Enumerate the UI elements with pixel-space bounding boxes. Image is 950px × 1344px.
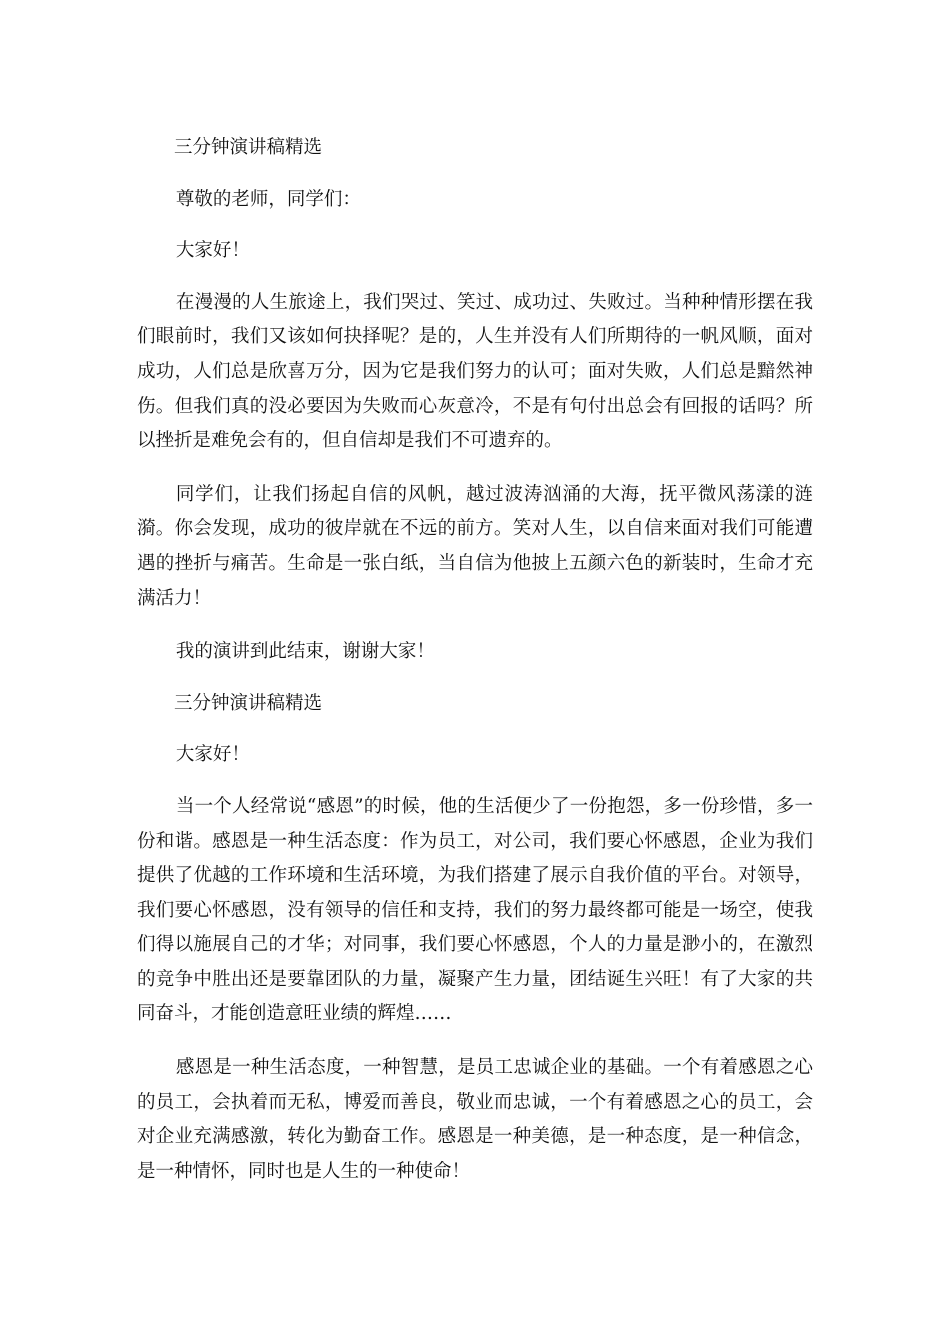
body-paragraph: 同学们，让我们扬起自信的风帆，越过波涛汹涌的大海，抚平微风荡漾的涟漪。你会发现，成功的彼岸就在不远的前方。笑对人生，以自信来面对我们可能遭遇的挫折与痛苦。生命是一张白纸，当自信为他披上五颜六色的新装时，生命才充满活力！ [137, 483, 813, 609]
body-paragraph: 当一个人经常说“感恩”的时候，他的生活便少了一份抱怨，多一份珍惜，多一份和谐。感恩是一种生活态度：作为员工，对公司，我们要心怀感恩，企业为我们提供了优越的工作环境和生活环境，为我们搭建了展示自我价值的平台。对领导，我们要心怀感恩，没有领导的信任和支持，我们的努力最终都可能是一场空，使我们得以施展自己的才华；对同事，我们要心怀感恩，个人的力量是渺小的，在激烈的竞争中胜出还是要靠团队的力量，凝聚产生力量，团结诞生兴旺！有了大家的共同奋斗，才能创造意旺业绩的辉煌…… [137, 795, 813, 1025]
document-page [137, 131, 813, 1189]
body-paragraph: 在漫漫的人生旅途上，我们哭过、笑过、成功过、失败过。当种种情形摆在我们眼前时，我们又该如何抉择呢？是的，人生并没有人们所期待的一帆风顺，面对成功，人们总是欣喜万分，因为它是我们努力的认可；面对失败，人们总是黯然神伤。但我们真的没必要因为失败而心灰意冷，不是有句付出总会有回报的话吗？所以挫折是难免会有的，但自信却是我们不可遗弃的。 [137, 291, 813, 452]
greeting: 大家好！ [175, 240, 250, 262]
body-paragraph: 感恩是一种生活态度，一种智慧，是员工忠诚企业的基础。一个有着感恩之心的员工，会执着而无私，博爱而善良，敬业而忠诚，一个有着感恩之心的员工，会对企业充满感激，转化为勤奋工作。感恩是一种美德，是一种态度，是一种信念，是一种情怀，同时也是人生的一种使命！ [137, 1057, 813, 1182]
section-title: 三分钟演讲稿精选 [174, 137, 323, 158]
greeting: 大家好！ [175, 744, 250, 766]
salutation: 尊敬的老师，同学们： [175, 188, 361, 210]
section-title: 三分钟演讲稿精选 [174, 692, 323, 714]
closing-line: 我的演讲到此结束，谢谢大家！ [175, 641, 435, 663]
